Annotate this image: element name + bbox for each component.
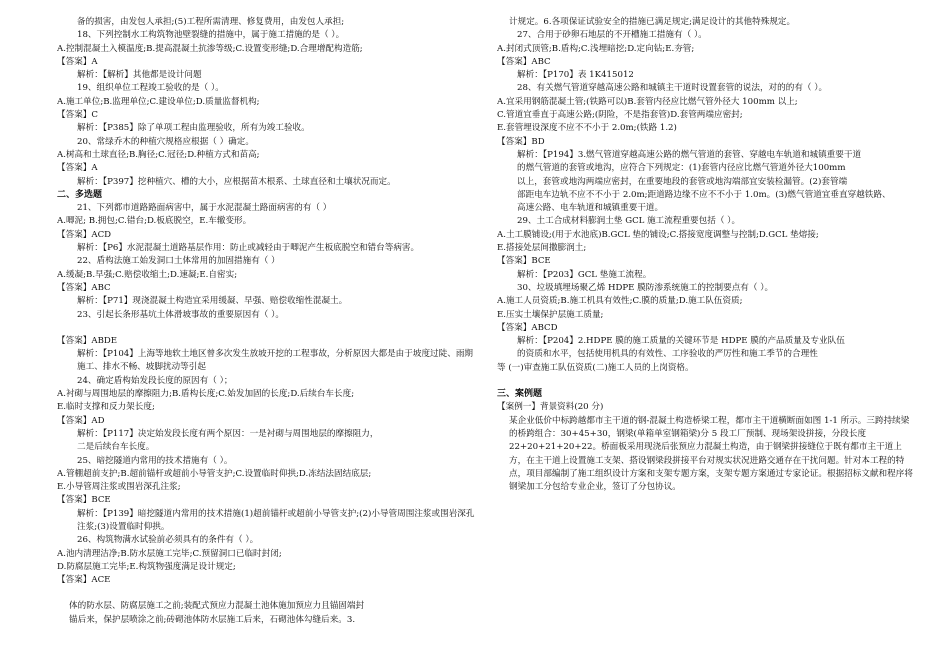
right-text-line: 【案例一】背景资料(20 分) — [497, 402, 604, 413]
analysis-line: 解析：【P117】决定始发段长度有两个原因：一是衬砌与周围地层的摩擦阻力， — [77, 428, 379, 439]
right-text-line: 的燃气管道的套管或地沟，应符合下列规定：(1)套管内径应比燃气管道外径大100mm — [517, 163, 846, 174]
answer-line: 【答案】ABDE — [57, 335, 118, 346]
answer-line: 【答案】ABC — [497, 56, 551, 67]
left-text-line: 20、常绿乔木的种植穴规格应根据（ ）确定。 — [77, 136, 254, 147]
blank-gap — [57, 587, 475, 600]
section-heading: 三、案例题 — [497, 389, 543, 400]
left-text-line: A.管棚超前支护;B.超前锚杆或超前小导管支护;C.设置临时仰拱;D.冻结法固结底层; — [57, 468, 372, 479]
right-text-line: 某企业低价中标跨越都市主干道的钢-混凝土构造桥梁工程，都市主干道横断面如图 1-1 所示。三跨持续梁的桥跨组合：30+45+30，钢梁(单箱单室钢箱梁)分 5 段工厂预制、现场架设拼接，分段长度22+20+21+20+22。桥面板采用现浇后张预应力混凝土构造，由于钢梁拼接缝位于既有都市主干道上方，在主干道上设置施工支架、搭设钢梁段拼接平台对规实状况进路交通存在干扰问题。针对本工程的特点，项目部编制了施工组织设计方案和支架专题方案，支架专题方案通过专家论证。根据招标文献和程序将钢梁加工分包给专业企业，签订了分包协议。 — [509, 415, 913, 493]
answer-line: 【答案】ACD — [57, 229, 112, 240]
right-text-line: 以上，套管或地沟两端应密封，在重要地段的套管或地沟端部宜安装检漏管。(2)套管端 — [517, 176, 848, 187]
answer-line: 【答案】BCE — [497, 256, 551, 267]
analysis-line: 解析：【P139】暗挖隧道内常用的技术措施(1)超前锚杆或超前小导管支护;(2)小导管周围注浆或围岩深孔注浆;(3)设置临时仰拱。 — [77, 508, 475, 532]
right-text-line: A.封闭式顶管;B.盾构;C.浅埋暗挖;D.定向钻;E.夯管; — [497, 43, 695, 54]
right-text-line: A.土工膜铺设;(用于水池底)B.GCL 垫的铺设;C.搭接宽度调整与控制;D.GCL 垫熔接; — [497, 229, 819, 240]
left-text-line: A.施工单位;B.监理单位;C.建设单位;D.质量监督机构; — [57, 96, 260, 107]
analysis-line: 解析：【P170】表 1K415012 — [517, 70, 634, 81]
left-column — [57, 16, 475, 627]
right-text-line: 等 (一)审查施工队伍资质(二)施工人员的上岗资格。 — [497, 362, 694, 373]
left-text-line: 体的防水层、防腐层施工之前;装配式预应力混凝土池体施加预应力且锚固端封 — [69, 601, 365, 612]
analysis-line: 解析：【P385】除了单项工程由监理验收，所有为竣工验收。 — [77, 123, 310, 134]
answer-line: 【答案】C — [57, 110, 98, 121]
right-text-line: E.压实土壤保护层施工质量; — [497, 309, 604, 320]
right-text-line: 27、合用于砂卵石地层的不开槽施工措施有（ ）。 — [517, 30, 707, 41]
analysis-line: 解析：【解析】其他都是设计问题 — [77, 70, 202, 81]
right-text-line: E.套管埋设深度不应不不小于 2.0m;(铁路 1.2) — [497, 123, 677, 134]
blank-gap — [57, 322, 475, 335]
left-text-line: 二是后续台车长度。 — [77, 442, 155, 453]
right-text-line: 28、有关燃气管道穿越高速公路和城镇主干道时设置套管的说法，对的的有（ ）。 — [517, 83, 828, 94]
answer-line: 【答案】A — [57, 163, 98, 174]
answer-line: 【答案】AD — [57, 415, 105, 426]
analysis-line: 解析：【P397】挖种植穴、槽的大小，应根据苗木根系、土球直径和土壤状况而定。 — [77, 176, 396, 187]
left-text-line: 备的损害，由发包人承担;(5)工程所需清理、修复费用，由发包人承担; — [77, 17, 345, 27]
left-text-line: E.临时支撑和反力架长度; — [57, 402, 155, 413]
left-text-line: 26、构筑物满水试验前必须具有的条件有（ ）。 — [77, 535, 259, 546]
analysis-line: 解析：【P6】水泥混凝土道路基层作用：防止或减轻由于唧泥产生板底脱空和错台等病害。 — [77, 243, 420, 254]
answer-line: 【答案】ACE — [57, 575, 111, 586]
right-text-line: E.搭接处层间撒膨润土; — [497, 243, 587, 254]
left-text-line: A.唧泥; B.拥包;C.错台;D.板底脱空，E.车辙变形。 — [57, 216, 252, 227]
left-text-line: 21、下列都市道路路面病害中，属于水泥混凝土路面病害的有（ ） — [77, 203, 332, 214]
left-text-line: A.衬砌与周围地层的摩擦阻力;B.盾构长度;C.始发加固的长度;D.后续台车长度; — [57, 389, 355, 400]
right-column — [497, 16, 917, 494]
analysis-line: 解析：【P203】GCL 垫施工流程。 — [517, 269, 652, 280]
left-text-line: 锚后来，保护层喷涂之前;砖砌池体防水层施工后来，石砌池体勾缝后来。3. — [69, 614, 356, 625]
answer-line: 【答案】BCE — [57, 495, 111, 506]
right-text-line: 30、垃圾填埋场聚乙烯 HDPE 膜防渗系统施工的控制要点有（ ）。 — [517, 282, 774, 293]
left-text-line: A.树高和土球直径;B.胸径;C.冠径;D.种植方式和苗高; — [57, 149, 260, 160]
section-heading: 二、多选题 — [57, 189, 103, 200]
left-text-line: A.缓凝;B.早强;C.赔偿收缩土;D.速凝;E.自密实; — [57, 269, 238, 280]
answer-line: 【答案】A — [57, 56, 98, 67]
analysis-line: 解析：【P104】上海等地软土地区曾多次发生放坡开挖的工程事故，分析原因大都是由于坡度过陡、雨期施工、排水不畅、坡脚扰动等引起 — [77, 349, 474, 373]
left-text-line: A.池内清理洁净;B.防水层施工完毕;C.预留洞口已临时封闭; — [57, 548, 282, 559]
left-text-line: 23、引起长条形基坑土体滑坡事故的重要原因有（ ）。 — [77, 309, 285, 320]
analysis-line: 解析：【P71】现浇混凝土构造宜采用缓凝、早强、赔偿收缩性混凝土。 — [77, 296, 348, 307]
right-text-line: 29、土工合成材料膨润土垫 GCL 施工流程重要包括（ ）。 — [517, 216, 741, 227]
answer-line: 【答案】ABCD — [497, 322, 558, 333]
left-text-line: 25、暗挖隧道内常用的技术措施有（ ）。 — [77, 455, 233, 466]
left-text-line: D.防腐层施工完毕;E.构筑物强度满足设计规定; — [57, 561, 236, 572]
left-text-line: A.控制混凝土入模温度;B.提高混凝土抗渗等级;C.设置变形缝;D.合理增配构造筋; — [57, 43, 363, 54]
left-text-line: 18、下列控制水工构筑物池壁裂缝的措施中，属于施工措施的是（ ）。 — [77, 30, 345, 41]
right-text-line: A.宜采用钢筋混凝土管;(铁路可以)B.套管内径应比燃气管外径大 100mm 以上; — [497, 96, 798, 107]
left-text-line: 24、确定盾构始发段长度的原因有（ ）； — [77, 375, 233, 386]
left-text-line: 22、盾构法施工始发洞口土体常用的加固措施有（ ） — [77, 256, 280, 267]
right-text-line: A.施工人员资质;B.施工机具有效性;C.膜的质量;D.施工队伍资质; — [497, 296, 743, 307]
left-text-line: 19、组织单位工程竣工验收的是（ ）。 — [77, 83, 224, 94]
right-text-line: 部距电车边轨不应不不小于 2.0m;距道路边缘不应不不小于 1.0m。(3)燃气管道宜垂直穿越铁路、 — [517, 189, 891, 200]
right-text-line: 计规定。6.各项保证试验安全的措施已满足规定;满足设计的其他特殊规定。 — [509, 17, 796, 27]
analysis-line: 解析：【P194】3.燃气管道穿越高速公路的燃气管道的套管、穿越电车轨道和城镇重要干道 — [517, 149, 862, 160]
right-text-line: 的资质和水平，包括使用机具的有效性、工序验收的严厉性和施工季节的合理性 — [517, 349, 818, 360]
right-text-line: 高速公路、电车轨道和城镇重要干道。 — [517, 203, 664, 214]
blank-gap — [497, 375, 917, 388]
right-text-line: C.管道宜垂直于高速公路;(阴险，不是指套管)D.套管两端应密封; — [497, 110, 743, 121]
answer-line: 【答案】ABC — [57, 282, 111, 293]
analysis-line: 解析：【P204】2.HDPE 膜的施工质量的关键环节是 HDPE 膜的产品质量及专业队伍 — [517, 336, 845, 347]
answer-line: 【答案】BD — [497, 136, 545, 147]
left-text-line: E.小导管周注浆或围岩深孔注浆; — [57, 482, 181, 493]
